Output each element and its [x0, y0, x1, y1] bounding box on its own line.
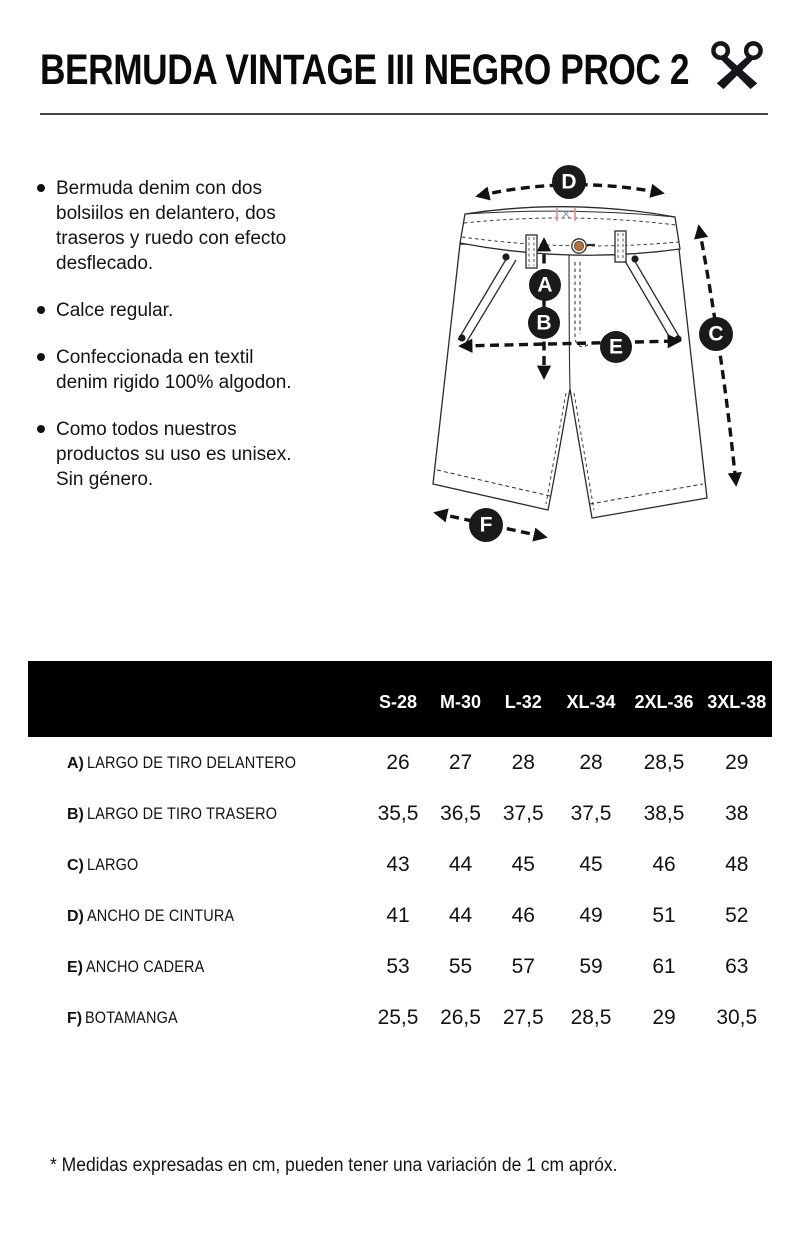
column-header: L-32 — [504, 692, 542, 712]
cell-value: 35,5 — [377, 801, 419, 825]
cell-value: 38,5 — [643, 801, 685, 825]
cell-value: 45 — [511, 852, 535, 876]
cell-value: 59 — [579, 954, 603, 978]
row-key: D) — [67, 907, 84, 925]
row-label: LARGO DE TIRO DELANTERO — [86, 752, 297, 772]
row-label-cell — [28, 957, 366, 977]
bullet-dot-icon — [37, 353, 45, 361]
bullet-text: Confeccionada en textil denim rigido 100% algodon. — [56, 347, 292, 393]
badge-hip: E — [608, 335, 624, 359]
badge-hem: F — [479, 513, 493, 537]
table-row — [28, 839, 772, 890]
description-list — [36, 176, 304, 514]
cell-value: 28,5 — [570, 1005, 612, 1029]
row-label-cell — [28, 1008, 366, 1028]
cell-value: 27 — [448, 750, 473, 774]
badge-rise-back: B — [536, 311, 552, 335]
row-label-cell — [28, 804, 366, 824]
cell-value: 29 — [725, 750, 749, 774]
row-label-cell — [28, 753, 366, 773]
cell-value: 28 — [579, 750, 603, 774]
row-label: LARGO DE TIRO TRASERO — [86, 803, 278, 823]
cell-value: 43 — [386, 852, 410, 876]
badge-rise-front: A — [537, 273, 553, 297]
cell-value: 61 — [652, 954, 676, 978]
cell-value: 44 — [448, 852, 473, 876]
row-key: E) — [67, 958, 83, 976]
cell-value: 46 — [652, 852, 676, 876]
row-label: LARGO — [86, 854, 139, 874]
size-table-header — [28, 661, 772, 737]
cell-value: 38 — [725, 801, 749, 825]
page-title: BERMUDA VINTAGE III NEGRO PROC 2 — [40, 46, 690, 94]
row-label: BOTAMANGA — [85, 1007, 178, 1027]
cell-value: 28 — [511, 750, 535, 774]
row-key: F) — [67, 1009, 83, 1027]
cell-value: 52 — [725, 903, 749, 927]
row-label: ANCHO DE CINTURA — [86, 905, 235, 925]
row-label-cell — [28, 906, 366, 926]
row-label-cell — [28, 855, 366, 875]
cell-value: 55 — [448, 954, 473, 978]
table-row — [28, 992, 772, 1043]
bullet-text: Como todos nuestros productos su uso es unisex. Sin género. — [56, 419, 292, 490]
table-row — [28, 788, 772, 839]
cell-value: 53 — [386, 954, 410, 978]
cell-value: 25,5 — [377, 1005, 419, 1029]
badge-length: C — [708, 322, 724, 346]
cell-value: 51 — [652, 903, 676, 927]
description-bullet — [36, 345, 304, 395]
cell-value: 29 — [652, 1005, 676, 1029]
size-table — [28, 661, 772, 1043]
description-bullet — [36, 176, 304, 276]
arrow-length-C — [699, 227, 736, 484]
title-divider — [40, 113, 768, 115]
shorts-measurement-diagram — [420, 150, 800, 562]
bullet-text: Bermuda denim con dos bolsiilos en delantero, dos traseros y ruedo con efecto desflecado. — [56, 178, 287, 274]
table-row — [28, 737, 772, 788]
cell-value: 37,5 — [570, 801, 612, 825]
bullet-dot-icon — [37, 184, 45, 192]
column-header: 3XL-38 — [707, 692, 767, 712]
shorts-line-drawing — [433, 207, 707, 518]
cell-value: 27,5 — [502, 1005, 544, 1029]
scissors-icon — [706, 40, 768, 92]
cell-value: 48 — [725, 852, 749, 876]
table-row — [28, 890, 772, 941]
cell-value: 26,5 — [440, 1005, 481, 1029]
cell-value: 36,5 — [440, 801, 481, 825]
table-row — [28, 941, 772, 992]
bullet-dot-icon — [37, 306, 45, 314]
cell-value: 45 — [579, 852, 603, 876]
bullet-dot-icon — [37, 425, 45, 433]
column-header-spacer — [28, 713, 366, 737]
cell-value: 57 — [511, 954, 535, 978]
description-bullet — [36, 298, 304, 323]
column-header: M-30 — [439, 692, 481, 712]
cell-value: 46 — [511, 903, 535, 927]
badge-waist: D — [561, 170, 577, 194]
row-key: B) — [67, 805, 84, 823]
row-key: A) — [67, 754, 84, 772]
column-header: 2XL-36 — [634, 692, 694, 712]
row-label: ANCHO CADERA — [86, 956, 205, 976]
column-header: S-28 — [378, 692, 418, 712]
cell-value: 30,5 — [716, 1005, 758, 1029]
footnote: * Medidas expresadas en cm, pueden tener una variación de 1 cm apróx. — [50, 1155, 618, 1176]
row-key: C) — [67, 856, 84, 874]
bullet-text: Calce regular. — [56, 300, 174, 321]
cell-value: 37,5 — [502, 801, 544, 825]
column-header: XL-34 — [566, 692, 616, 712]
cell-value: 28,5 — [643, 750, 685, 774]
cell-value: 49 — [579, 903, 603, 927]
cell-value: 44 — [448, 903, 473, 927]
cell-value: 63 — [725, 954, 749, 978]
size-table-body — [28, 737, 772, 1043]
description-bullet — [36, 417, 304, 492]
cell-value: 41 — [386, 903, 410, 927]
cell-value: 26 — [386, 750, 410, 774]
